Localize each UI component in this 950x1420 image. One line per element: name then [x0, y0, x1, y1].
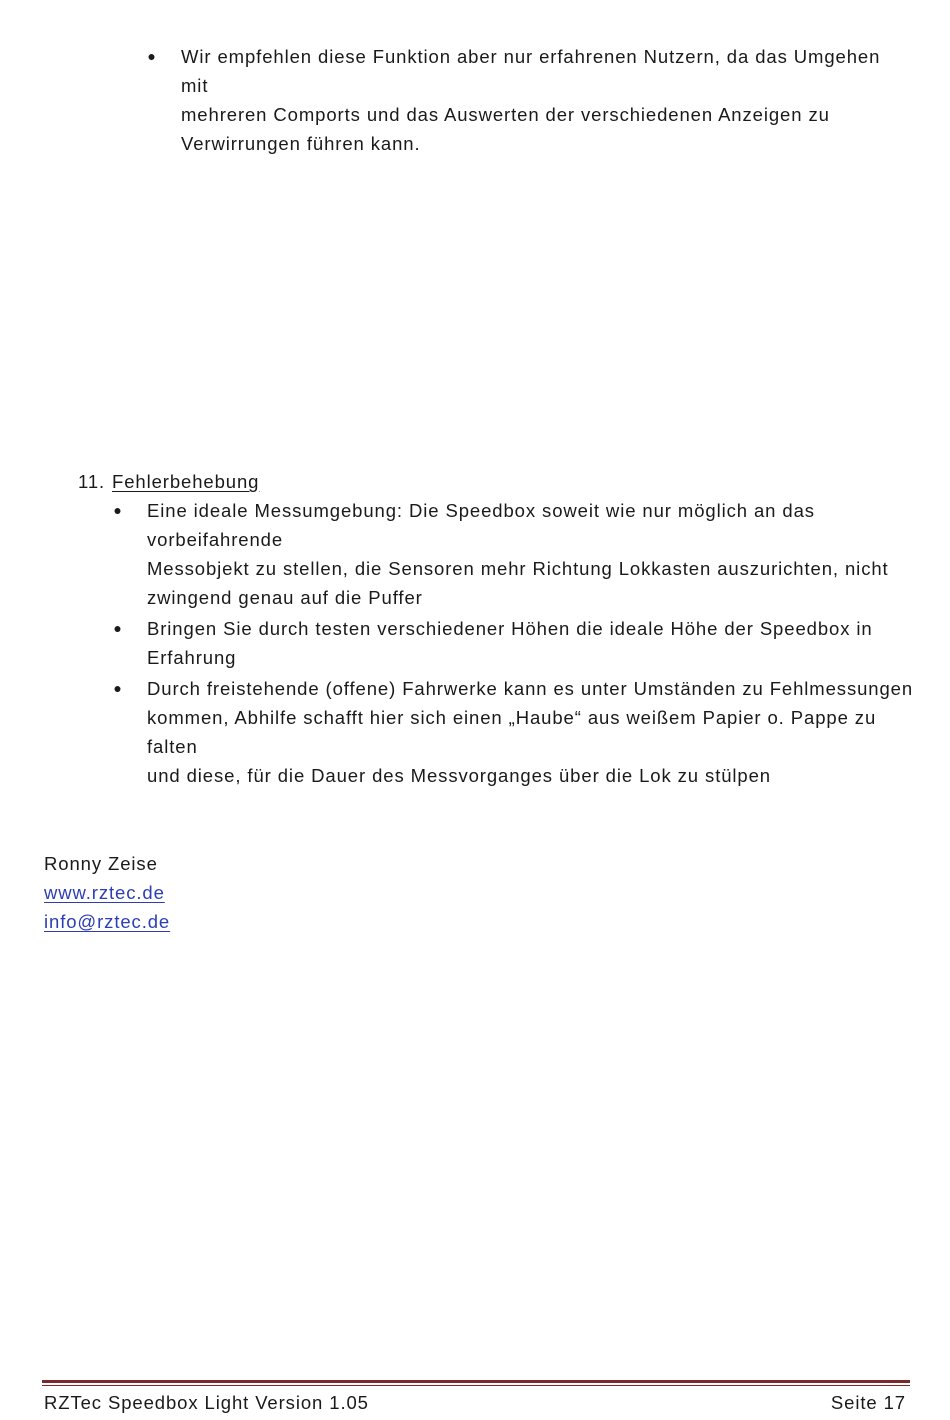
bullet-icon: ●: [113, 502, 123, 518]
email-link[interactable]: info@rztec.de: [44, 911, 171, 932]
footer-divider-thin: [42, 1385, 910, 1386]
bullet-line: Durch freistehende (offene) Fahrwerke kann es unter Umständen zu Fehlmessungen: [147, 678, 914, 699]
intro-bullet-list: [147, 42, 901, 158]
section-bullet-list: [113, 496, 917, 790]
bullet-line: Bringen Sie durch testen verschiedener Höhen die ideale Höhe der Speedbox in: [147, 618, 873, 639]
bullet-icon: ●: [147, 48, 157, 64]
bullet-line: Eine ideale Messumgebung: Die Speedbox soweit wie nur möglich an das vorbeifahrende: [147, 500, 815, 550]
contact-block: [44, 849, 444, 936]
bullet-line: Erfahrung: [147, 647, 237, 668]
footer-divider: [42, 1380, 910, 1383]
bullet-line: und diese, für die Dauer des Messvorganges über die Lok zu stülpen: [147, 765, 771, 786]
website-link[interactable]: www.rztec.de: [44, 882, 165, 903]
bullet-line: Wir empfehlen diese Funktion aber nur erfahrenen Nutzern, da das Umgehen mit: [181, 46, 881, 96]
section-title: Fehlerbehebung: [112, 471, 260, 492]
section-bullet-item: [113, 614, 917, 672]
section-bullet-item: [113, 496, 917, 612]
bullet-line: kommen, Abhilfe schafft hier sich einen „Haube“ aus weißem Papier o. Pappe zu falten: [147, 707, 877, 757]
section-fehlerbehebung: [78, 467, 918, 792]
intro-bullet-item: [147, 42, 901, 158]
footer-page-number: Seite 17: [830, 1392, 906, 1413]
section-bullet-item: [113, 674, 917, 790]
bullet-line: zwingend genau auf die Puffer: [147, 587, 423, 608]
bullet-line: Verwirrungen führen kann.: [181, 133, 421, 154]
contact-name: Ronny Zeise: [44, 853, 158, 874]
bullet-line: Messobjekt zu stellen, die Sensoren mehr Richtung Lokkasten auszurichten, nicht: [147, 558, 889, 579]
footer-document-title: RZTec Speedbox Light Version 1.05: [44, 1392, 369, 1413]
section-heading: [78, 467, 918, 496]
section-number: 11.: [78, 471, 106, 492]
bullet-line: mehreren Comports und das Auswerten der verschiedenen Anzeigen zu: [181, 104, 830, 125]
page-footer: [44, 1388, 906, 1417]
bullet-icon: ●: [113, 620, 123, 636]
bullet-icon: ●: [113, 680, 123, 696]
